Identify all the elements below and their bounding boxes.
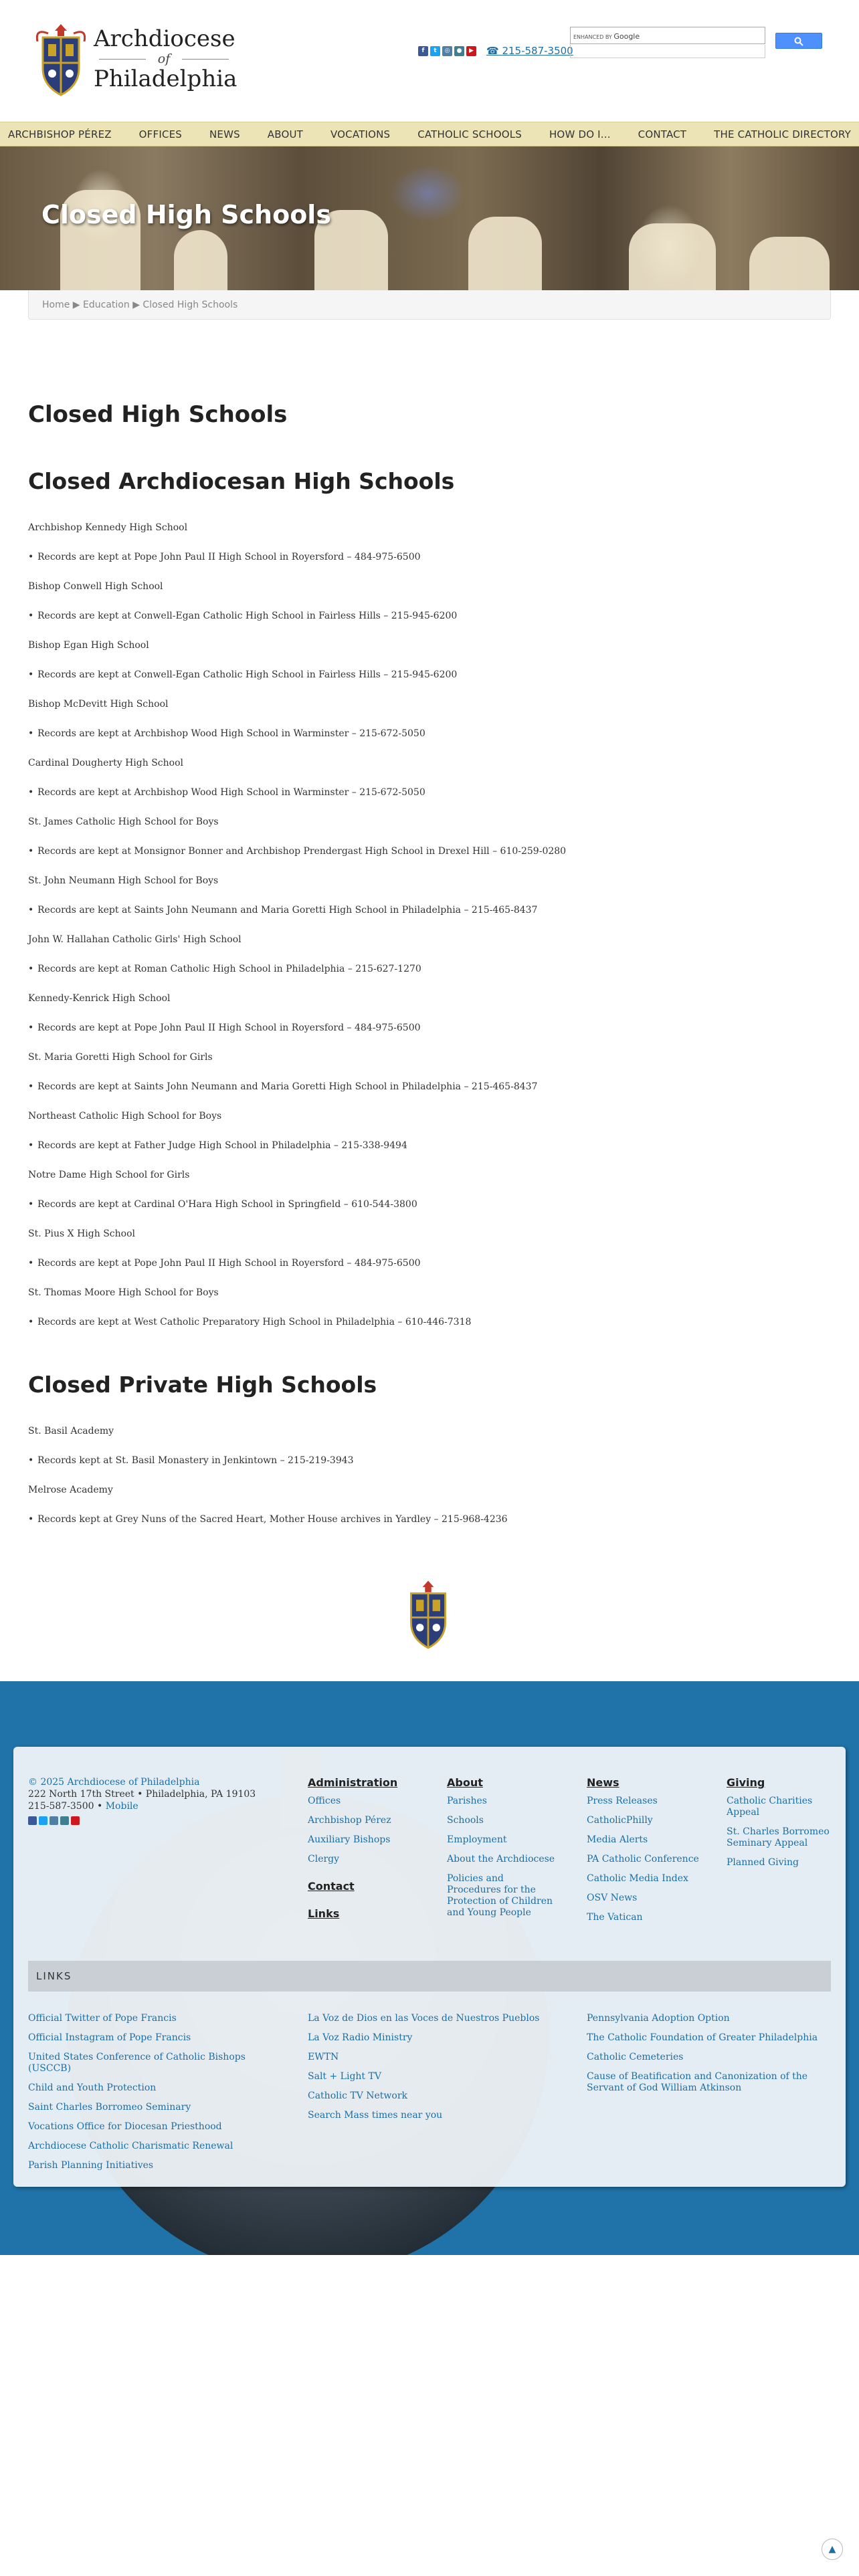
links-col-3 — [587, 2013, 834, 2102]
hero-banner — [0, 146, 859, 290]
link-item[interactable]: Vocations Office for Diocesan Priesthood — [28, 2121, 222, 2132]
school-record: • Records are kept at Archbishop Wood High School in Warminster – 215-672-5050 — [28, 727, 831, 740]
breadcrumb-home[interactable]: Home — [42, 300, 70, 310]
link-item[interactable]: Official Twitter of Pope Francis — [28, 2013, 177, 2024]
school-name: John W. Hallahan Catholic Girls' High School — [28, 934, 242, 945]
school-record: • Records are kept at Father Judge High School in Philadelphia – 215-338-9494 — [28, 1139, 831, 1152]
footer-link-employment[interactable]: Employment — [447, 1834, 507, 1845]
breadcrumb-separator: ▶ — [132, 300, 140, 310]
footer-heading-links[interactable]: Links — [308, 1907, 340, 1920]
footer-heading-giving[interactable]: Giving — [727, 1776, 765, 1789]
search-brand-small: ENHANCED BY — [573, 34, 612, 40]
instagram-icon[interactable] — [50, 1816, 58, 1825]
brand-line-2: of — [94, 52, 234, 66]
flickr-icon[interactable]: ● — [454, 46, 464, 56]
link-item[interactable]: Official Instagram of Pope Francis — [28, 2032, 191, 2043]
hero-title: Closed High Schools — [41, 200, 331, 229]
nav-item-catholic-schools[interactable]: CATHOLIC SCHOOLS — [417, 128, 522, 140]
youtube-icon[interactable]: ▶ — [466, 46, 476, 56]
footer-col-about — [447, 1776, 561, 1927]
school-name: St. Thomas Moore High School for Boys — [28, 1287, 219, 1298]
school-name: Bishop Egan High School — [28, 640, 149, 651]
school-record: • Records are kept at Saints John Neumann and Maria Goretti High School in Philadelphia – 215-465-8437 — [28, 903, 831, 917]
footer-link-seminary-appeal[interactable]: St. Charles Borromeo Seminary Appeal — [727, 1826, 830, 1848]
footer-link-archbishop[interactable]: Archbishop Pérez — [308, 1815, 391, 1826]
school-record: • Records are kept at Roman Catholic High School in Philadelphia – 215-627-1270 — [28, 962, 831, 976]
nav-item-about[interactable]: ABOUT — [267, 128, 304, 140]
links-col-1 — [28, 2013, 276, 2179]
school-name: Bishop Conwell High School — [28, 581, 163, 592]
footer-link-vatican[interactable]: The Vatican — [587, 1912, 643, 1923]
school-name: Cardinal Dougherty High School — [28, 758, 183, 768]
search-brand-name: Google — [613, 32, 640, 41]
link-item[interactable]: Catholic Cemeteries — [587, 2052, 684, 2062]
footer-link-catholic-media-index[interactable]: Catholic Media Index — [587, 1873, 688, 1884]
footer-link-clergy[interactable]: Clergy — [308, 1854, 340, 1864]
nav-item-archbishop[interactable]: ARCHBISHOP PÉREZ — [8, 128, 112, 140]
footer-heading-contact[interactable]: Contact — [308, 1880, 355, 1893]
nav-item-offices[interactable]: OFFICES — [138, 128, 183, 140]
school-name: St. Basil Academy — [28, 1426, 114, 1436]
school-record: • Records are kept at Saints John Neumann and Maria Goretti High School in Philadelphia – 215-465-8437 — [28, 1080, 831, 1093]
footer-copyright[interactable]: © 2025 Archdiocese of Philadelphia — [28, 1777, 200, 1788]
breadcrumb — [28, 290, 831, 320]
school-name: Melrose Academy — [28, 1485, 113, 1495]
school-name: St. Maria Goretti High School for Girls — [28, 1052, 213, 1063]
school-name: St. Pius X High School — [28, 1228, 135, 1239]
school-name: Bishop McDevitt High School — [28, 699, 169, 710]
footer-link-offices[interactable]: Offices — [308, 1796, 341, 1806]
school-record: • Records are kept at Pope John Paul II High School in Royersford – 484-975-6500 — [28, 1021, 831, 1035]
footer-col-news — [587, 1776, 700, 1931]
school-name: St. John Neumann High School for Boys — [28, 875, 219, 886]
hero-figure — [468, 217, 542, 290]
footer-link-schools[interactable]: Schools — [447, 1815, 484, 1826]
site-brand[interactable] — [94, 25, 237, 92]
link-item[interactable]: Child and Youth Protection — [28, 2082, 157, 2093]
search-button[interactable] — [775, 33, 822, 49]
footer-social-links — [28, 1816, 80, 1825]
breadcrumb-education[interactable]: Education — [83, 300, 130, 310]
footer-coat-of-arms-logo — [402, 1578, 454, 1649]
search-google-brand — [573, 32, 640, 41]
school-record: • Records are kept at West Catholic Preparatory High School in Philadelphia – 610-446-7318 — [28, 1315, 831, 1329]
facebook-icon[interactable]: f — [418, 46, 428, 56]
links-section-header: LINKS — [28, 1961, 831, 1992]
header-social-links — [418, 46, 476, 56]
nav-item-contact[interactable]: CONTACT — [638, 128, 687, 140]
footer-link-osv-news[interactable]: OSV News — [587, 1893, 638, 1903]
link-item[interactable]: EWTN — [308, 2052, 339, 2062]
footer-col-administration — [308, 1776, 421, 1927]
nav-item-vocations[interactable]: VOCATIONS — [330, 128, 391, 140]
header-phone[interactable]: ☎ 215-587-3500 — [486, 45, 573, 57]
footer-street: 222 North 17th Street • Philadelphia, PA 19103 — [28, 1789, 256, 1800]
school-record: • Records kept at Grey Nuns of the Sacred Heart, Mother House archives in Yardley – 215-968-4236 — [28, 1513, 831, 1526]
footer-link-media-alerts[interactable]: Media Alerts — [587, 1834, 648, 1845]
footer-phone: 215-587-3500 — [28, 1801, 94, 1812]
link-item[interactable]: Search Mass times near you — [308, 2110, 443, 2121]
breadcrumb-separator: ▶ — [72, 300, 80, 310]
school-record: • Records are kept at Conwell-Egan Catholic High School in Fairless Hills – 215-945-6200 — [28, 668, 831, 681]
arrow-up-icon: ▲ — [828, 2544, 836, 2555]
school-name: Northeast Catholic High School for Boys — [28, 1111, 222, 1121]
footer-link-catholic-charities[interactable]: Catholic Charities Appeal — [727, 1796, 813, 1818]
footer-mobile-link[interactable]: Mobile — [105, 1801, 138, 1812]
search-field-underline — [570, 45, 765, 58]
footer-link-parishes[interactable]: Parishes — [447, 1796, 487, 1806]
instagram-icon[interactable]: ◎ — [442, 46, 452, 56]
footer-phone-separator: • — [94, 1801, 106, 1812]
footer-link-auxiliary-bishops[interactable]: Auxiliary Bishops — [308, 1834, 391, 1845]
link-item[interactable]: Cause of Beatification and Canonization of the Servant of God William Atkinson — [587, 2071, 808, 2093]
twitter-icon[interactable] — [39, 1816, 47, 1825]
school-record: • Records kept at St. Basil Monastery in Jenkintown – 215-219-3943 — [28, 1454, 831, 1467]
link-item[interactable]: Catholic TV Network — [308, 2090, 408, 2101]
footer-link-press-releases[interactable]: Press Releases — [587, 1796, 658, 1806]
brand-line-3: Philadelphia — [94, 66, 237, 92]
school-name: St. James Catholic High School for Boys — [28, 817, 219, 827]
youtube-icon[interactable] — [71, 1816, 80, 1825]
footer-address — [28, 1776, 256, 1812]
archdiocesan-heading: Closed Archdiocesan High Schools — [28, 468, 455, 494]
school-record: • Records are kept at Monsignor Bonner and Archbishop Prendergast High School in Drexel Hill – 610-259-0280 — [28, 845, 831, 858]
footer-link-about-archdiocese[interactable]: About the Archdiocese — [447, 1854, 555, 1864]
nav-item-catholic-directory[interactable]: THE CATHOLIC DIRECTORY — [714, 128, 851, 140]
links-col-2 — [308, 2013, 555, 2129]
school-name: Notre Dame High School for Girls — [28, 1170, 190, 1180]
private-heading: Closed Private High Schools — [28, 1372, 377, 1398]
header-phone-number: 215-587-3500 — [502, 45, 573, 57]
back-to-top-button[interactable] — [822, 2539, 843, 2560]
link-item[interactable]: Saint Charles Borromeo Seminary — [28, 2102, 191, 2113]
twitter-icon[interactable]: t — [430, 46, 440, 56]
link-item[interactable]: Parish Planning Initiatives — [28, 2160, 154, 2171]
link-item[interactable]: Pennsylvania Adoption Option — [587, 2013, 730, 2024]
breadcrumb-current: Closed High Schools — [142, 300, 238, 310]
flickr-icon[interactable] — [60, 1816, 69, 1825]
main-content — [28, 401, 831, 1542]
main-navigation — [0, 122, 859, 146]
hero-figure — [749, 237, 830, 290]
school-record: • Records are kept at Archbishop Wood High School in Warminster – 215-672-5050 — [28, 786, 831, 799]
footer-heading-administration[interactable]: Administration — [308, 1776, 398, 1789]
school-record: • Records are kept at Conwell-Egan Catholic High School in Fairless Hills – 215-945-6200 — [28, 609, 831, 623]
link-item[interactable]: Salt + Light TV — [308, 2071, 381, 2082]
school-name: Kennedy-Kenrick High School — [28, 993, 171, 1004]
search-field[interactable] — [570, 27, 765, 44]
footer-link-pa-catholic-conference[interactable]: PA Catholic Conference — [587, 1854, 699, 1864]
footer-heading-news[interactable]: News — [587, 1776, 619, 1789]
link-item[interactable]: The Catholic Foundation of Greater Philadelphia — [587, 2032, 818, 2043]
site-header — [0, 0, 859, 122]
hero-figure — [629, 223, 716, 290]
school-name: Archbishop Kennedy High School — [28, 522, 188, 533]
footer-panel — [13, 1747, 846, 2187]
school-record: • Records are kept at Pope John Paul II High School in Royersford – 484-975-6500 — [28, 550, 831, 564]
school-record: • Records are kept at Pope John Paul II High School in Royersford – 484-975-6500 — [28, 1257, 831, 1270]
link-item[interactable]: La Voz de Dios en las Voces de Nuestros Pueblos — [308, 2013, 540, 2024]
link-item[interactable]: Archdiocese Catholic Charismatic Renewal — [28, 2141, 233, 2151]
link-item[interactable]: La Voz Radio Ministry — [308, 2032, 413, 2043]
brand-line-1: Archdiocese — [94, 25, 235, 52]
footer-link-catholicphilly[interactable]: CatholicPhilly — [587, 1815, 653, 1826]
nav-item-how-do-i[interactable]: HOW DO I... — [549, 128, 611, 140]
hero-figure — [174, 230, 227, 290]
page-title: Closed High Schools — [28, 401, 288, 428]
archdiocese-coat-of-arms-logo[interactable] — [35, 21, 87, 96]
search-icon — [794, 37, 803, 46]
footer-heading-about[interactable]: About — [447, 1776, 483, 1789]
school-record: • Records are kept at Cardinal O'Hara High School in Springfield – 610-544-3800 — [28, 1198, 831, 1211]
facebook-icon[interactable] — [28, 1816, 37, 1825]
footer-link-planned-giving[interactable]: Planned Giving — [727, 1857, 799, 1868]
footer-link-policies[interactable]: Policies and Procedures for the Protection of Children and Young People — [447, 1873, 553, 1918]
footer-col-giving — [727, 1776, 840, 1876]
nav-item-news[interactable]: NEWS — [209, 128, 240, 140]
link-item[interactable]: United States Conference of Catholic Bishops (USCCB) — [28, 2052, 246, 2074]
search-input[interactable] — [651, 29, 762, 41]
